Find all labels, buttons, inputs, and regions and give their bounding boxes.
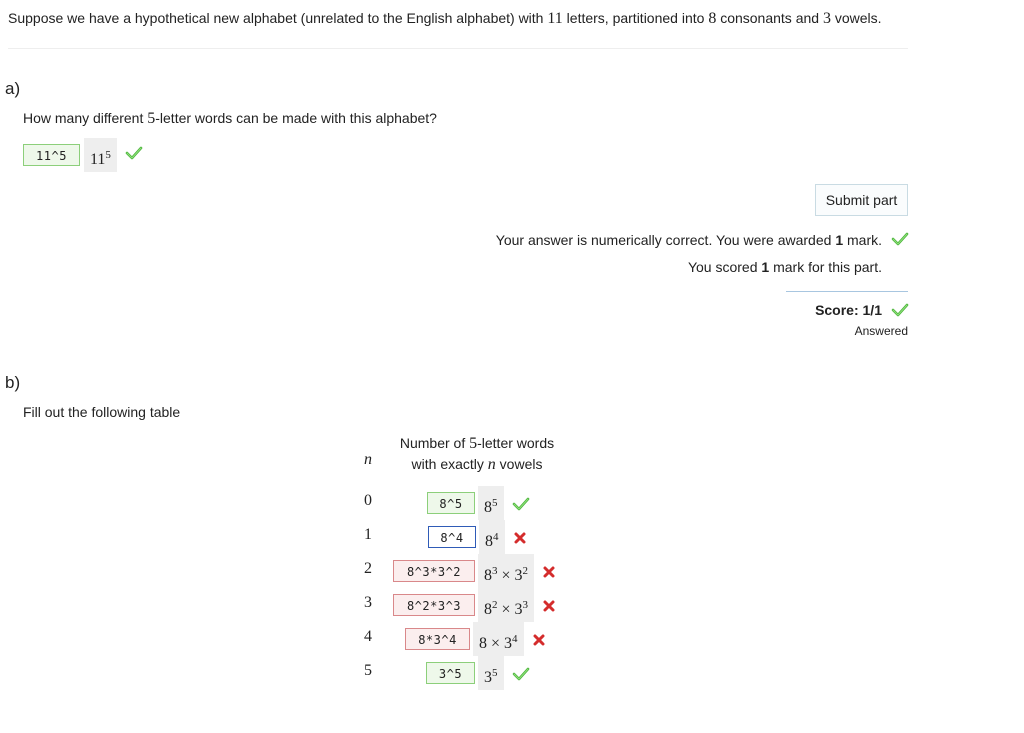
preview-exponent: 5 [492,667,498,679]
question-text: How many different [23,110,148,126]
answered-status: Answered [854,324,908,338]
check-icon [125,146,143,160]
header-variable: n [487,456,496,473]
table-header-words [390,435,564,474]
preview-base: 3 [484,669,492,686]
header-text: vowels [495,456,543,472]
question-intro [8,10,882,28]
part-b-label: b) [5,373,21,392]
answer-input[interactable]: 8^5 [427,492,475,514]
part-b-instruction: Fill out the following table [23,404,181,420]
check-icon [512,667,530,681]
intro-letter-count: 11 [547,10,563,27]
preview-exponent: 5 [492,497,498,509]
divider [8,48,908,49]
table-n-value: 3 [364,594,372,611]
preview-exponent: 4 [512,633,518,645]
preview-exponent: 3 [522,599,529,611]
feedback-text: Your answer is numerically correct. You were awarded [495,232,836,248]
intro-text: letters, partitioned into [562,10,709,26]
score-message [688,259,882,275]
preview-exponent: 2 [522,565,529,577]
answer-input[interactable]: 8^3*3^2 [393,560,475,582]
cross-icon [532,633,546,647]
intro-text: Suppose we have a hypothetical new alphabet (unrelated to the English alphabet) with [8,10,548,26]
score-label: Score: 1/1 [815,302,882,318]
header-text: Number of [399,435,470,451]
answer-preview [478,588,534,622]
feedback-text: You scored [687,259,762,275]
answer-preview [478,486,504,520]
header-line [390,456,564,474]
table-header-n: n [364,451,372,468]
table-n-value: 5 [364,662,372,679]
answer-preview [479,520,505,554]
intro-text: consonants and [716,10,823,26]
question-text: -letter words can be made with this alphabet? [155,110,437,126]
times-symbol: × [487,635,505,652]
answer-input[interactable]: 8^2*3^3 [393,594,475,616]
check-icon [891,232,909,246]
preview-base: 8 [479,635,487,652]
feedback-marks: 1 [761,259,770,275]
feedback-marks: 1 [835,232,844,248]
cross-icon [513,531,527,545]
check-icon [891,303,909,317]
answer-preview [473,622,524,656]
answer-input[interactable]: 3^5 [426,662,475,684]
preview-base: 8 [485,533,493,550]
answer-input[interactable]: 8*3^4 [405,628,470,650]
answer-input[interactable]: 8^4 [428,526,476,548]
answer-preview [478,554,534,588]
part-a-answer-preview [84,138,117,172]
question-number: 5 [147,110,156,127]
submit-part-button[interactable]: Submit part [815,184,908,216]
preview-base: 8 [484,499,492,516]
table-n-value: 4 [364,628,372,645]
times-symbol: × [497,567,515,584]
header-line [390,435,564,453]
header-text: -letter words [477,435,555,451]
times-symbol: × [497,601,515,618]
score-divider [786,291,908,292]
preview-base: 8 [484,601,492,618]
intro-text: vowels. [830,10,882,26]
preview-exponent: 2 [492,599,498,611]
feedback-text: mark for this part. [769,259,882,275]
table-n-value: 0 [364,492,372,509]
preview-exponent: 4 [493,531,499,543]
part-a-question [23,110,437,128]
intro-consonant-count: 8 [708,10,717,27]
preview-exponent: 3 [492,565,498,577]
preview-base: 3 [514,601,523,618]
header-text: with exactly [411,456,488,472]
feedback-text: mark. [843,232,882,248]
part-a-answer-input[interactable]: 11^5 [23,144,80,166]
cross-icon [542,565,556,579]
feedback-message [496,232,882,248]
intro-vowel-count: 3 [822,10,831,27]
preview-base: 3 [504,635,513,652]
answer-preview [478,656,504,690]
preview-base: 11 [90,151,106,168]
check-icon [512,497,530,511]
header-number: 5 [469,435,478,452]
preview-exponent: 5 [105,149,111,161]
preview-base: 8 [484,567,492,584]
table-n-value: 1 [364,526,372,543]
part-a-label: a) [5,79,21,98]
cross-icon [542,599,556,613]
table-n-value: 2 [364,560,372,577]
preview-base: 3 [514,567,523,584]
